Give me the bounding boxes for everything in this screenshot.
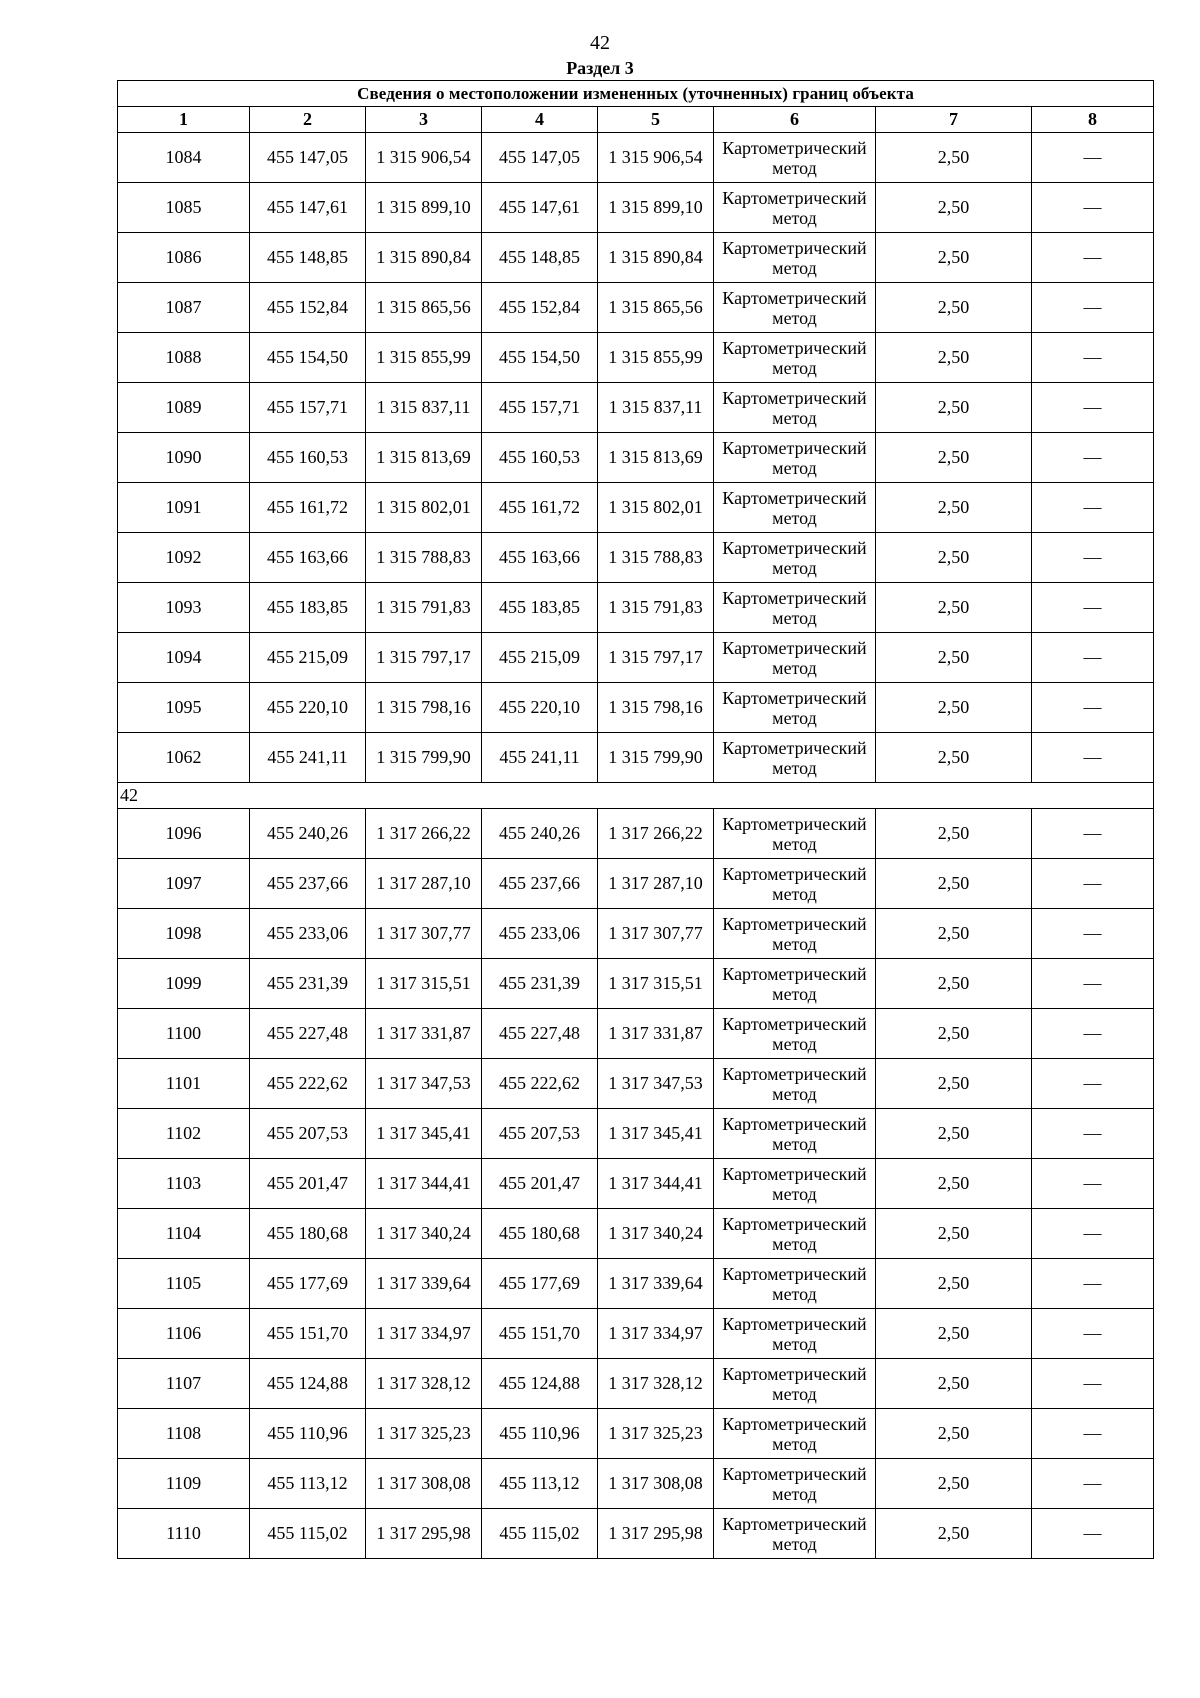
table-cell-col4: 455 163,66	[482, 533, 598, 583]
table-cell-col1: 1091	[118, 483, 250, 533]
table-cell-col7: 2,50	[876, 183, 1032, 233]
table-cell-col4: 455 183,85	[482, 583, 598, 633]
table-cell-col6: Картометрический метод	[714, 733, 876, 783]
table-cell-col4: 455 180,68	[482, 1209, 598, 1259]
table-cell-col4: 455 241,11	[482, 733, 598, 783]
table-row	[118, 483, 1154, 533]
table-cell-col3: 1 317 307,77	[366, 909, 482, 959]
table-cell-col7: 2,50	[876, 283, 1032, 333]
group-label: 42	[118, 783, 1154, 809]
table-cell-col4: 455 148,85	[482, 233, 598, 283]
table-cell-col1: 1107	[118, 1359, 250, 1409]
table-cell-col5: 1 315 906,54	[598, 133, 714, 183]
table-cell-col8: —	[1032, 583, 1154, 633]
table-cell-col1: 1105	[118, 1259, 250, 1309]
column-number-7: 7	[876, 107, 1032, 133]
table-cell-col1: 1090	[118, 433, 250, 483]
table-cell-col3: 1 317 295,98	[366, 1509, 482, 1559]
table-cell-col3: 1 315 799,90	[366, 733, 482, 783]
table-cell-col3: 1 315 813,69	[366, 433, 482, 483]
table-cell-col5: 1 317 344,41	[598, 1159, 714, 1209]
table-cell-col5: 1 315 890,84	[598, 233, 714, 283]
table-row	[118, 1309, 1154, 1359]
table-cell-col8: —	[1032, 183, 1154, 233]
table-cell-col2: 455 154,50	[250, 333, 366, 383]
table-cell-col5: 1 317 345,41	[598, 1109, 714, 1159]
table-cell-col3: 1 317 344,41	[366, 1159, 482, 1209]
table-cell-col8: —	[1032, 633, 1154, 683]
table-cell-col1: 1100	[118, 1009, 250, 1059]
table-cell-col2: 455 180,68	[250, 1209, 366, 1259]
table-cell-col5: 1 315 865,56	[598, 283, 714, 333]
table-cell-col1: 1099	[118, 959, 250, 1009]
table-cell-col8: —	[1032, 1209, 1154, 1259]
column-number-3: 3	[366, 107, 482, 133]
table-cell-col2: 455 147,05	[250, 133, 366, 183]
table-cell-col5: 1 317 339,64	[598, 1259, 714, 1309]
table-cell-col8: —	[1032, 533, 1154, 583]
table-row	[118, 909, 1154, 959]
table-cell-col6: Картометрический метод	[714, 183, 876, 233]
page-number: 42	[590, 32, 610, 54]
table-row	[118, 233, 1154, 283]
table-cell-col5: 1 315 797,17	[598, 633, 714, 683]
table-cell-col8: —	[1032, 1459, 1154, 1509]
table-cell-col8: —	[1032, 1409, 1154, 1459]
table-cell-col8: —	[1032, 733, 1154, 783]
table-cell-col2: 455 231,39	[250, 959, 366, 1009]
table-cell-col4: 455 177,69	[482, 1259, 598, 1309]
table-cell-col1: 1103	[118, 1159, 250, 1209]
table-cell-col3: 1 317 325,23	[366, 1409, 482, 1459]
table-cell-col6: Картометрический метод	[714, 283, 876, 333]
table-row	[118, 1259, 1154, 1309]
table-row	[118, 1009, 1154, 1059]
table-cell-col1: 1106	[118, 1309, 250, 1359]
table-cell-col3: 1 315 906,54	[366, 133, 482, 183]
table-row	[118, 1109, 1154, 1159]
table-cell-col7: 2,50	[876, 1459, 1032, 1509]
table-cell-col7: 2,50	[876, 433, 1032, 483]
table-cell-col7: 2,50	[876, 333, 1032, 383]
table-cell-col6: Картометрический метод	[714, 1209, 876, 1259]
table-cell-col7: 2,50	[876, 1109, 1032, 1159]
table-cell-col6: Картометрический метод	[714, 909, 876, 959]
table-cell-col7: 2,50	[876, 133, 1032, 183]
table-cell-col2: 455 240,26	[250, 809, 366, 859]
table-cell-col2: 455 222,62	[250, 1059, 366, 1109]
table-cell-col1: 1109	[118, 1459, 250, 1509]
table-row	[118, 859, 1154, 909]
table-cell-col8: —	[1032, 233, 1154, 283]
table-cell-col1: 1092	[118, 533, 250, 583]
table-cell-col4: 455 215,09	[482, 633, 598, 683]
table-cell-col3: 1 315 802,01	[366, 483, 482, 533]
table-cell-col5: 1 317 308,08	[598, 1459, 714, 1509]
table-cell-col8: —	[1032, 683, 1154, 733]
table-cell-col6: Картометрический метод	[714, 683, 876, 733]
table-cell-col6: Картометрический метод	[714, 1509, 876, 1559]
table-cell-col6: Картометрический метод	[714, 1459, 876, 1509]
table-cell-col7: 2,50	[876, 683, 1032, 733]
table-cell-col6: Картометрический метод	[714, 1159, 876, 1209]
table-cell-col4: 455 115,02	[482, 1509, 598, 1559]
table-cell-col8: —	[1032, 133, 1154, 183]
table-cell-col8: —	[1032, 1059, 1154, 1109]
table-row	[118, 583, 1154, 633]
table-row	[118, 1059, 1154, 1109]
table-cell-col7: 2,50	[876, 1159, 1032, 1209]
table-cell-col3: 1 315 798,16	[366, 683, 482, 733]
table-cell-col3: 1 317 328,12	[366, 1359, 482, 1409]
table-cell-col4: 455 124,88	[482, 1359, 598, 1409]
table-caption: Сведения о местоположении измененных (уточненных) границ объекта	[118, 81, 1154, 107]
table-row	[118, 533, 1154, 583]
table-cell-col6: Картометрический метод	[714, 633, 876, 683]
table-row	[118, 1409, 1154, 1459]
table-cell-col2: 455 160,53	[250, 433, 366, 483]
table-cell-col7: 2,50	[876, 1259, 1032, 1309]
table-cell-col8: —	[1032, 1359, 1154, 1409]
table-cell-col5: 1 317 325,23	[598, 1409, 714, 1459]
table-cell-col8: —	[1032, 283, 1154, 333]
table-cell-col3: 1 315 865,56	[366, 283, 482, 333]
table-cell-col8: —	[1032, 333, 1154, 383]
table-cell-col1: 1088	[118, 333, 250, 383]
table-cell-col7: 2,50	[876, 233, 1032, 283]
table-cell-col7: 2,50	[876, 859, 1032, 909]
table-cell-col5: 1 315 899,10	[598, 183, 714, 233]
table-cell-col2: 455 113,12	[250, 1459, 366, 1509]
table-cell-col8: —	[1032, 1109, 1154, 1159]
table-cell-col7: 2,50	[876, 483, 1032, 533]
table-cell-col6: Картометрический метод	[714, 433, 876, 483]
table-cell-col6: Картометрический метод	[714, 1259, 876, 1309]
table-cell-col8: —	[1032, 959, 1154, 1009]
table-cell-col5: 1 315 798,16	[598, 683, 714, 733]
table-cell-col3: 1 317 315,51	[366, 959, 482, 1009]
table-cell-col3: 1 315 797,17	[366, 633, 482, 683]
table-cell-col8: —	[1032, 1259, 1154, 1309]
table-cell-col1: 1095	[118, 683, 250, 733]
table-cell-col4: 455 154,50	[482, 333, 598, 383]
table-cell-col3: 1 317 331,87	[366, 1009, 482, 1059]
table-cell-col1: 1086	[118, 233, 250, 283]
table-cell-col2: 455 163,66	[250, 533, 366, 583]
table-cell-col6: Картометрический метод	[714, 583, 876, 633]
table-cell-col6: Картометрический метод	[714, 1059, 876, 1109]
table-cell-col2: 455 152,84	[250, 283, 366, 333]
column-number-row	[118, 107, 1154, 133]
table-cell-col2: 455 233,06	[250, 909, 366, 959]
table-cell-col3: 1 315 855,99	[366, 333, 482, 383]
table-cell-col5: 1 315 855,99	[598, 333, 714, 383]
table-cell-col4: 455 157,71	[482, 383, 598, 433]
table-cell-col1: 1094	[118, 633, 250, 683]
table-cell-col7: 2,50	[876, 583, 1032, 633]
column-number-8: 8	[1032, 107, 1154, 133]
table-cell-col5: 1 315 788,83	[598, 533, 714, 583]
table-cell-col3: 1 317 287,10	[366, 859, 482, 909]
table-cell-col8: —	[1032, 1159, 1154, 1209]
table-cell-col1: 1087	[118, 283, 250, 333]
table-cell-col7: 2,50	[876, 1409, 1032, 1459]
table-cell-col4: 455 147,61	[482, 183, 598, 233]
table-cell-col7: 2,50	[876, 633, 1032, 683]
column-number-6: 6	[714, 107, 876, 133]
table-cell-col2: 455 177,69	[250, 1259, 366, 1309]
table-cell-col1: 1098	[118, 909, 250, 959]
table-cell-col6: Картометрический метод	[714, 133, 876, 183]
table-cell-col1: 1110	[118, 1509, 250, 1559]
table-cell-col4: 455 227,48	[482, 1009, 598, 1059]
table-cell-col2: 455 207,53	[250, 1109, 366, 1159]
table-cell-col3: 1 315 791,83	[366, 583, 482, 633]
table-cell-col7: 2,50	[876, 383, 1032, 433]
table-cell-col5: 1 317 307,77	[598, 909, 714, 959]
table-row	[118, 633, 1154, 683]
table-cell-col4: 455 222,62	[482, 1059, 598, 1109]
table-cell-col3: 1 315 899,10	[366, 183, 482, 233]
table-cell-col3: 1 317 340,24	[366, 1209, 482, 1259]
table-cell-col4: 455 233,06	[482, 909, 598, 959]
table-cell-col6: Картометрический метод	[714, 859, 876, 909]
table-cell-col2: 455 151,70	[250, 1309, 366, 1359]
table-cell-col4: 455 237,66	[482, 859, 598, 909]
table-cell-col6: Картометрический метод	[714, 383, 876, 433]
table-cell-col5: 1 315 837,11	[598, 383, 714, 433]
boundary-table	[117, 80, 1154, 1559]
table-cell-col6: Картометрический метод	[714, 533, 876, 583]
table-row	[118, 133, 1154, 183]
table-cell-col4: 455 207,53	[482, 1109, 598, 1159]
table-cell-col2: 455 148,85	[250, 233, 366, 283]
group-label-row	[118, 783, 1154, 809]
table-cell-col1: 1108	[118, 1409, 250, 1459]
table-cell-col3: 1 317 347,53	[366, 1059, 482, 1109]
table-cell-col2: 455 241,11	[250, 733, 366, 783]
table-cell-col8: —	[1032, 383, 1154, 433]
table-cell-col4: 455 152,84	[482, 283, 598, 333]
table-cell-col8: —	[1032, 859, 1154, 909]
table-cell-col2: 455 110,96	[250, 1409, 366, 1459]
table-row	[118, 283, 1154, 333]
table-cell-col5: 1 315 799,90	[598, 733, 714, 783]
table-cell-col1: 1097	[118, 859, 250, 909]
table-cell-col6: Картометрический метод	[714, 1409, 876, 1459]
table-cell-col6: Картометрический метод	[714, 233, 876, 283]
table-row	[118, 959, 1154, 1009]
table-cell-col1: 1096	[118, 809, 250, 859]
column-number-2: 2	[250, 107, 366, 133]
table-cell-col6: Картометрический метод	[714, 1009, 876, 1059]
table-cell-col8: —	[1032, 1009, 1154, 1059]
table-cell-col5: 1 315 802,01	[598, 483, 714, 533]
table-cell-col1: 1093	[118, 583, 250, 633]
table-cell-col3: 1 315 890,84	[366, 233, 482, 283]
table-cell-col7: 2,50	[876, 909, 1032, 959]
table-row	[118, 433, 1154, 483]
table-cell-col6: Картометрический метод	[714, 1359, 876, 1409]
table-row	[118, 683, 1154, 733]
table-cell-col7: 2,50	[876, 1009, 1032, 1059]
table-cell-col6: Картометрический метод	[714, 1109, 876, 1159]
table-cell-col1: 1104	[118, 1209, 250, 1259]
table-cell-col5: 1 317 334,97	[598, 1309, 714, 1359]
column-number-1: 1	[118, 107, 250, 133]
table-cell-col4: 455 201,47	[482, 1159, 598, 1209]
table-row	[118, 383, 1154, 433]
table-cell-col5: 1 317 266,22	[598, 809, 714, 859]
table-cell-col4: 455 151,70	[482, 1309, 598, 1359]
table-row	[118, 1209, 1154, 1259]
table-cell-col1: 1062	[118, 733, 250, 783]
table-cell-col3: 1 317 334,97	[366, 1309, 482, 1359]
table-row	[118, 333, 1154, 383]
table-row	[118, 1459, 1154, 1509]
column-number-5: 5	[598, 107, 714, 133]
table-cell-col1: 1089	[118, 383, 250, 433]
table-cell-col7: 2,50	[876, 533, 1032, 583]
table-cell-col2: 455 220,10	[250, 683, 366, 733]
table-row	[118, 1359, 1154, 1409]
table-cell-col8: —	[1032, 809, 1154, 859]
table-cell-col2: 455 115,02	[250, 1509, 366, 1559]
table-row	[118, 183, 1154, 233]
table-row	[118, 1509, 1154, 1559]
table-cell-col7: 2,50	[876, 959, 1032, 1009]
table-cell-col2: 455 147,61	[250, 183, 366, 233]
table-cell-col2: 455 157,71	[250, 383, 366, 433]
table-cell-col4: 455 113,12	[482, 1459, 598, 1509]
table-cell-col5: 1 317 287,10	[598, 859, 714, 909]
table-cell-col1: 1084	[118, 133, 250, 183]
table-row	[118, 733, 1154, 783]
table-cell-col8: —	[1032, 433, 1154, 483]
table-cell-col5: 1 315 791,83	[598, 583, 714, 633]
section-title: Раздел 3	[566, 58, 634, 78]
table-cell-col3: 1 317 345,41	[366, 1109, 482, 1159]
table-cell-col7: 2,50	[876, 1059, 1032, 1109]
table-cell-col5: 1 317 340,24	[598, 1209, 714, 1259]
table-cell-col5: 1 317 331,87	[598, 1009, 714, 1059]
table-cell-col2: 455 237,66	[250, 859, 366, 909]
table-cell-col4: 455 161,72	[482, 483, 598, 533]
table-cell-col2: 455 124,88	[250, 1359, 366, 1409]
column-number-4: 4	[482, 107, 598, 133]
table-cell-col5: 1 317 347,53	[598, 1059, 714, 1109]
table-cell-col1: 1085	[118, 183, 250, 233]
table-row	[118, 809, 1154, 859]
table-cell-col4: 455 240,26	[482, 809, 598, 859]
table-cell-col6: Картометрический метод	[714, 333, 876, 383]
table-cell-col3: 1 317 266,22	[366, 809, 482, 859]
table-body	[118, 133, 1154, 1559]
table-cell-col6: Картометрический метод	[714, 483, 876, 533]
table-cell-col6: Картометрический метод	[714, 809, 876, 859]
table-cell-col1: 1102	[118, 1109, 250, 1159]
table-cell-col8: —	[1032, 1509, 1154, 1559]
table-cell-col7: 2,50	[876, 1309, 1032, 1359]
table-cell-col2: 455 183,85	[250, 583, 366, 633]
table-cell-col8: —	[1032, 1309, 1154, 1359]
table-cell-col7: 2,50	[876, 1209, 1032, 1259]
table-cell-col5: 1 315 813,69	[598, 433, 714, 483]
table-cell-col6: Картометрический метод	[714, 959, 876, 1009]
table-cell-col6: Картометрический метод	[714, 1309, 876, 1359]
table-cell-col3: 1 317 339,64	[366, 1259, 482, 1309]
table-cell-col7: 2,50	[876, 733, 1032, 783]
table-cell-col8: —	[1032, 483, 1154, 533]
table-cell-col4: 455 160,53	[482, 433, 598, 483]
table-cell-col4: 455 220,10	[482, 683, 598, 733]
table-row	[118, 1159, 1154, 1209]
table-cell-col8: —	[1032, 909, 1154, 959]
table-cell-col2: 455 215,09	[250, 633, 366, 683]
table-cell-col5: 1 317 328,12	[598, 1359, 714, 1409]
table-cell-col1: 1101	[118, 1059, 250, 1109]
table-cell-col4: 455 110,96	[482, 1409, 598, 1459]
table-cell-col3: 1 317 308,08	[366, 1459, 482, 1509]
table-cell-col5: 1 317 295,98	[598, 1509, 714, 1559]
table-cell-col7: 2,50	[876, 1359, 1032, 1409]
table-cell-col2: 455 201,47	[250, 1159, 366, 1209]
table-cell-col4: 455 231,39	[482, 959, 598, 1009]
table-cell-col3: 1 315 788,83	[366, 533, 482, 583]
table-cell-col7: 2,50	[876, 809, 1032, 859]
table-cell-col7: 2,50	[876, 1509, 1032, 1559]
table-cell-col3: 1 315 837,11	[366, 383, 482, 433]
table-cell-col4: 455 147,05	[482, 133, 598, 183]
table-cell-col5: 1 317 315,51	[598, 959, 714, 1009]
table-cell-col2: 455 227,48	[250, 1009, 366, 1059]
table-cell-col2: 455 161,72	[250, 483, 366, 533]
